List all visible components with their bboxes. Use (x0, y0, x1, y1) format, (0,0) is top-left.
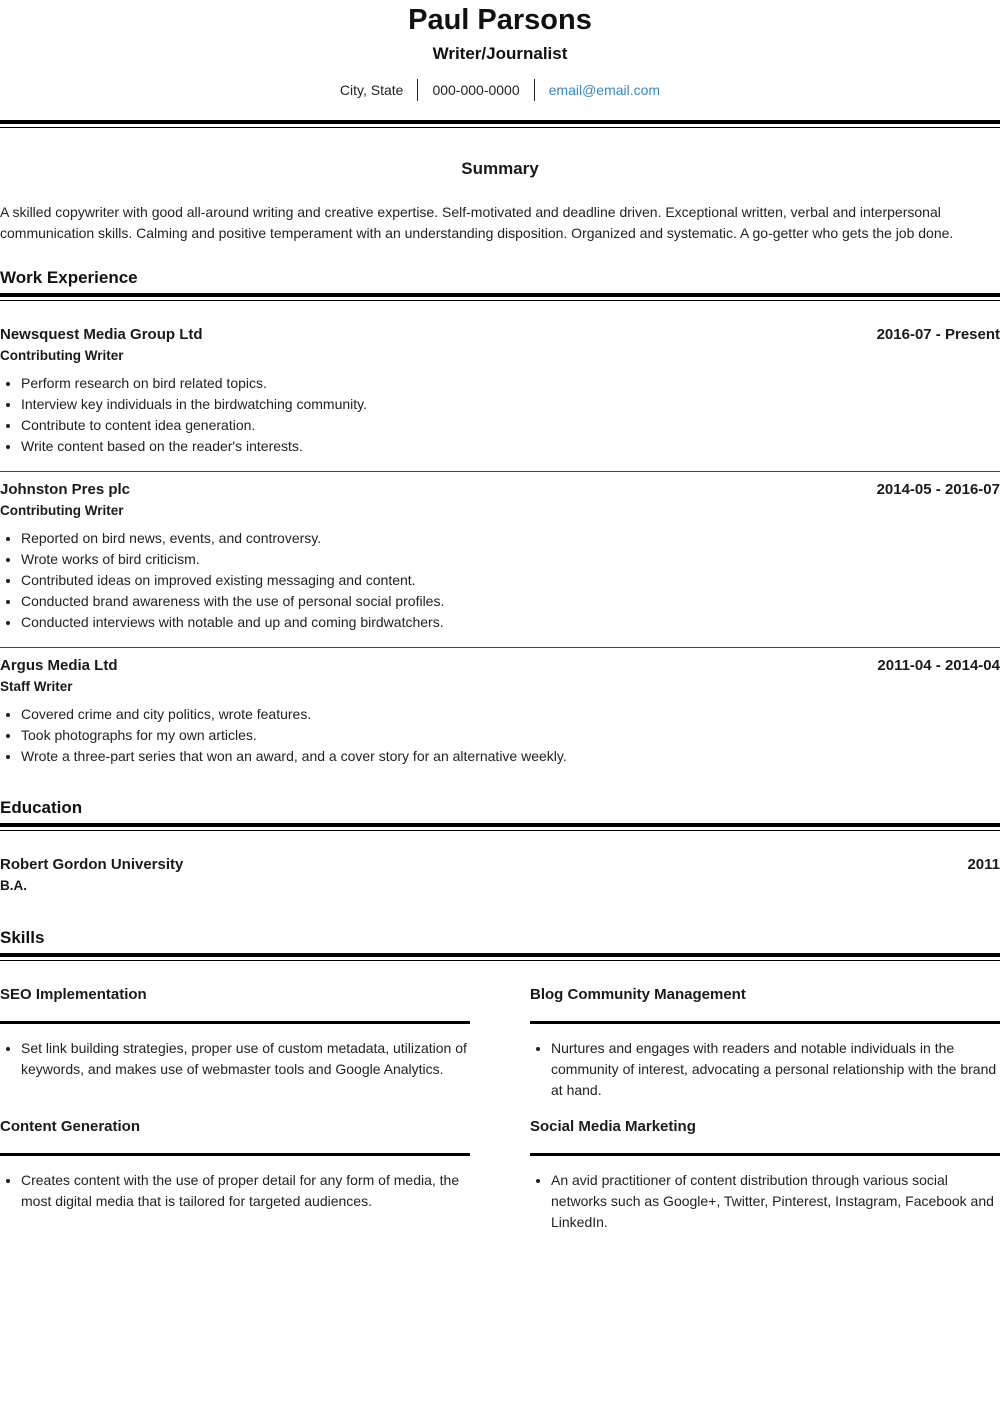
candidate-name: Paul Parsons (408, 4, 592, 36)
contact-phone: 000-000-0000 (432, 82, 520, 98)
skill-description: • Nurtures and engages with readers and notable individuals in the community of interest, advocating a personal relationship with the brand at hand. (551, 1038, 1000, 1101)
summary-text: A skilled copywriter with good all-around writing and creative expertise. Self-motivated and deadline driven. Exceptional written, verbal and interpersonal communication skills. Calming and positive temperament with an understanding disposition. Organized and systematic. A go-getter who gets the job done. (0, 204, 954, 241)
job-bullet: • Perform research on bird related topics. (21, 373, 1000, 394)
job-bullet: • Interview key individuals in the birdwatching community. (21, 394, 1000, 415)
job-entry (0, 480, 1000, 633)
job-company: Argus Media Ltd (0, 657, 118, 674)
job-entry (0, 325, 1000, 457)
skill-bullets (0, 1038, 470, 1080)
resume-header (0, 0, 1000, 101)
job-company: Newsquest Media Group Ltd (0, 326, 203, 343)
education-heading: Education (0, 798, 83, 817)
job-bullet: • Took photographs for my own articles. (21, 725, 1000, 746)
job-bullet: • Contribute to content idea generation. (21, 415, 1000, 436)
skill-divider (530, 1153, 1000, 1156)
contact-location: City, State (339, 82, 404, 98)
skills-grid (0, 985, 1000, 1233)
job-role: Contributing Writer (0, 348, 124, 363)
job-bullet: • Wrote works of bird criticism. (21, 549, 1000, 570)
job-role: Contributing Writer (0, 503, 124, 518)
skill-divider (530, 1021, 1000, 1024)
job-role: Staff Writer (0, 679, 73, 694)
education-section (0, 797, 1000, 895)
job-bullet: • Wrote a three-part series that won an award, and a cover story for an alternative weekly. (21, 746, 1000, 767)
skill-item (0, 985, 470, 1101)
job-bullets (0, 528, 1000, 633)
contact-email-link[interactable]: email@email.com (548, 82, 661, 98)
header-divider (0, 120, 1000, 128)
job-bullet: • Contributed ideas on improved existing messaging and content. (21, 570, 1000, 591)
skill-divider (0, 1153, 470, 1156)
education-school: Robert Gordon University (0, 856, 184, 873)
job-bullet: • Conducted interviews with notable and up and coming birdwatchers. (21, 612, 1000, 633)
work-divider (0, 293, 1000, 301)
skill-name: Content Generation (0, 1118, 141, 1135)
skill-item (530, 985, 1000, 1101)
job-dates: 2014-05 - 2016-07 (876, 481, 1000, 498)
job-dates: 2011-04 - 2014-04 (877, 657, 1000, 674)
skill-bullets (0, 1170, 470, 1212)
work-heading: Work Experience (0, 268, 138, 287)
summary-heading: Summary (461, 159, 539, 178)
job-bullet: • Write content based on the reader's interests. (21, 436, 1000, 457)
skill-description: • An avid practitioner of content distribution through various social networks such as Google+, Twitter, Pinterest, Instagram, Facebook and LinkedIn. (551, 1170, 1000, 1233)
education-divider (0, 823, 1000, 831)
work-section (0, 267, 1000, 767)
job-divider (0, 471, 1000, 472)
contact-info (0, 79, 1000, 101)
job-bullet: • Conducted brand awareness with the use of personal social profiles. (21, 591, 1000, 612)
job-bullet: • Covered crime and city politics, wrote features. (21, 704, 1000, 725)
skill-description: • Creates content with the use of proper detail for any form of media, the most digital media that is tailored for targeted audiences. (21, 1170, 470, 1212)
skill-description: • Set link building strategies, proper use of custom metadata, utilization of keywords, and makes use of webmaster tools and Google Analytics. (21, 1038, 470, 1080)
skill-item (0, 1117, 470, 1233)
education-year: 2011 (967, 856, 1000, 873)
job-bullets (0, 704, 1000, 767)
skills-divider (0, 953, 1000, 961)
skills-section (0, 927, 1000, 1233)
skill-name: Blog Community Management (530, 986, 746, 1003)
skill-bullets (530, 1170, 1000, 1233)
job-dates: 2016-07 - Present (876, 326, 1000, 343)
job-bullet: • Reported on bird news, events, and controversy. (21, 528, 1000, 549)
skill-name: Social Media Marketing (530, 1118, 696, 1135)
education-degree: B.A. (0, 878, 27, 893)
job-divider (0, 647, 1000, 648)
job-bullets (0, 373, 1000, 457)
education-entry (0, 855, 1000, 895)
skill-divider (0, 1021, 470, 1024)
candidate-title: Writer/Journalist (432, 44, 568, 63)
skill-item (530, 1117, 1000, 1233)
skill-name: SEO Implementation (0, 986, 147, 1003)
skills-heading: Skills (0, 928, 45, 947)
job-entry (0, 656, 1000, 767)
skill-bullets (530, 1038, 1000, 1101)
job-company: Johnston Pres plc (0, 481, 131, 498)
